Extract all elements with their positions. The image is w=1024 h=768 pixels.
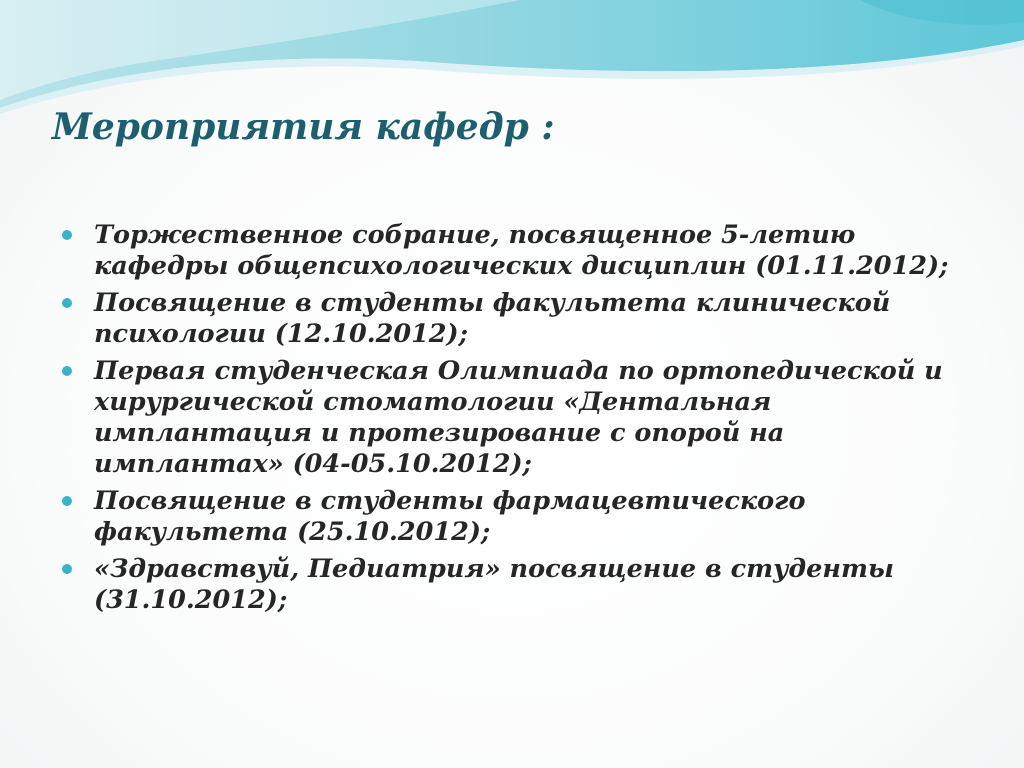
bullet-text: Посвящение в студенты факультета клинической психологии (12.10.2012); bbox=[94, 288, 891, 349]
bullet-dot-icon bbox=[62, 230, 72, 240]
bullet-text: «Здравствуй, Педиатрия» посвящение в студенты (31.10.2012); bbox=[94, 554, 894, 615]
bullet-item bbox=[62, 220, 962, 282]
bullet-dot-icon bbox=[62, 564, 72, 574]
slide-title: Мероприятия кафедр : bbox=[52, 106, 555, 148]
bullet-text: Торжественное собрание, посвященное 5-летию кафедры общепсихологических дисциплин (01.11.2012); bbox=[94, 220, 949, 281]
bullet-dot-icon bbox=[62, 496, 72, 506]
bullet-list bbox=[62, 220, 962, 622]
bullet-text: Первая студенческая Олимпиада по ортопедической и хирургической стоматологии «Дентальная имплантация и протезирование с опорой на имплантах» (04-05.10.2012); bbox=[94, 356, 943, 479]
bullet-item bbox=[62, 554, 962, 616]
bullet-dot-icon bbox=[62, 366, 72, 376]
bullet-item bbox=[62, 288, 962, 350]
bullet-dot-icon bbox=[62, 298, 72, 308]
bullet-text: Посвящение в студенты фармацевтического факультета (25.10.2012); bbox=[94, 486, 806, 547]
bullet-item bbox=[62, 356, 962, 480]
bullet-item bbox=[62, 486, 962, 548]
